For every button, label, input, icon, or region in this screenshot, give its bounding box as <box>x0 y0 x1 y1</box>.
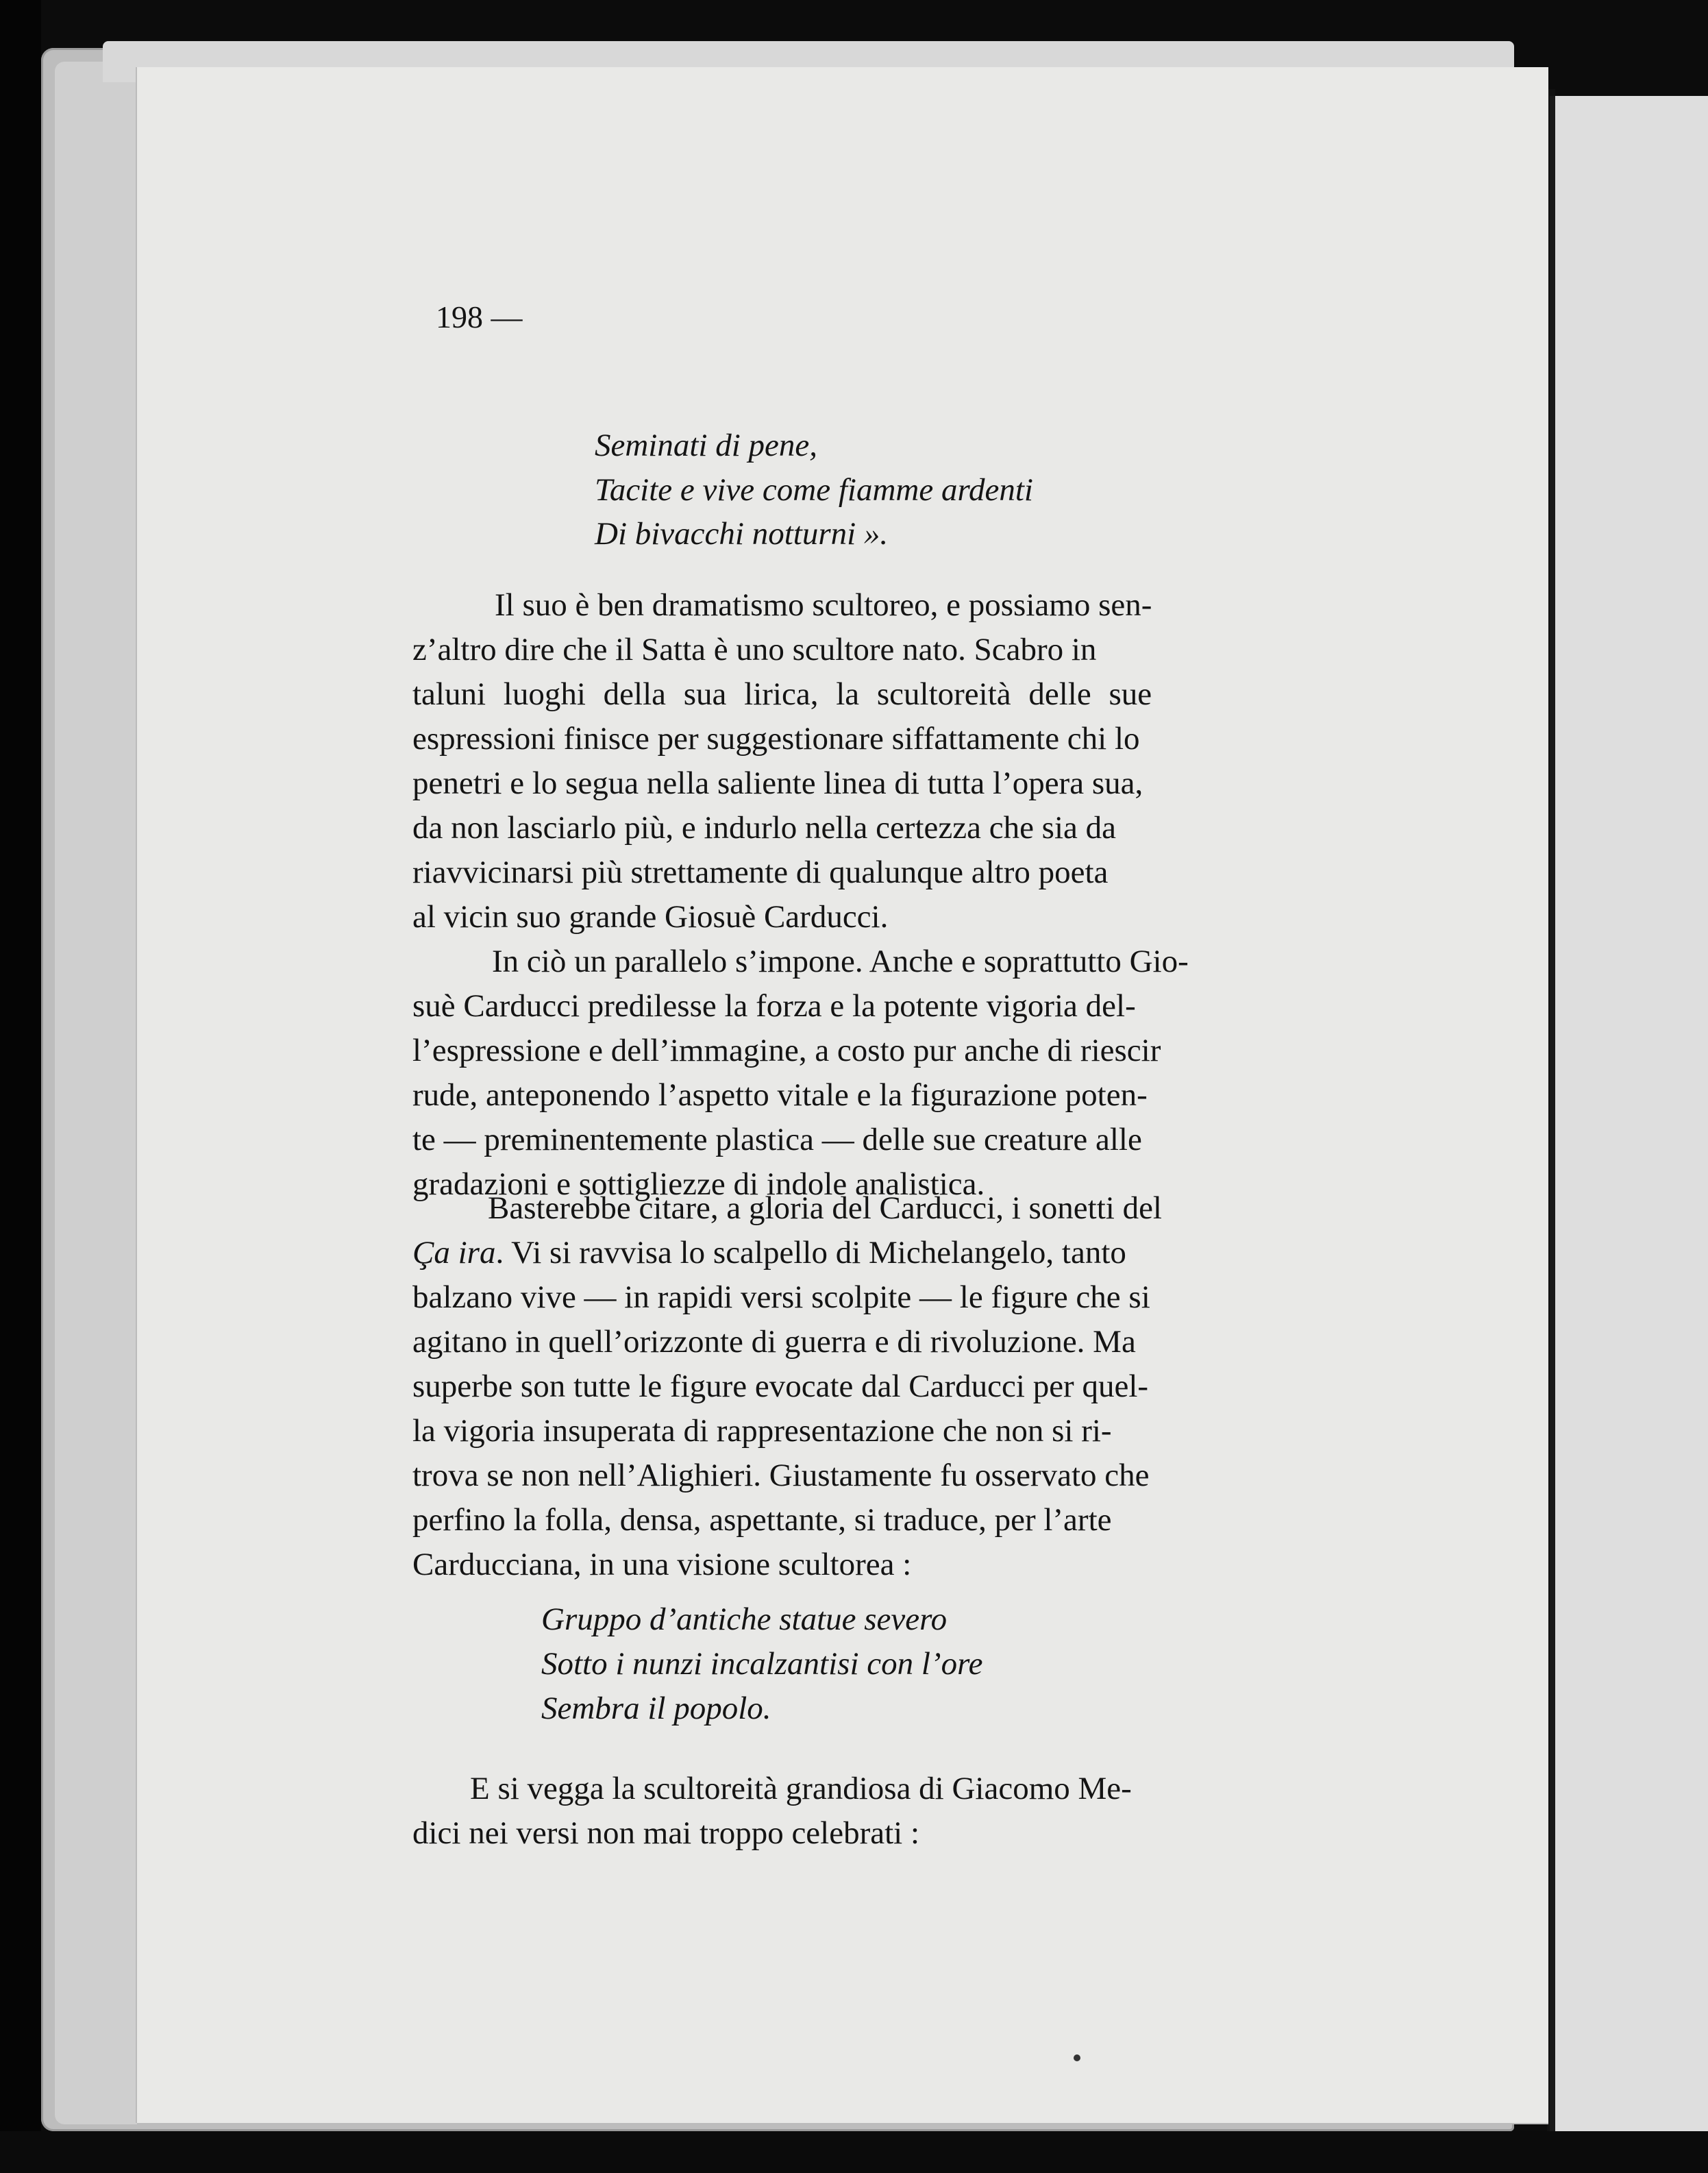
paragraph-line: taluni luoghi della sua lirica, la scultoreità delle sue <box>412 676 1152 712</box>
paragraph-line: suè Carducci predilesse la forza e la potente vigoria del- <box>412 988 1136 1024</box>
page-number: 198 — <box>436 299 523 334</box>
paragraph-line: perfino la folla, densa, aspettante, si traduce, per l’arte <box>412 1502 1112 1538</box>
paragraph-line: gradazioni e sottigliezze di indole analistica. <box>412 1166 985 1202</box>
paragraph-line: da non lasciarlo più, e indurlo nella certezza che sia da <box>412 810 1117 846</box>
paragraph-line: la vigoria insuperata di rappresentazione che non si ri- <box>412 1413 1112 1449</box>
paper-speck <box>1074 2054 1080 2061</box>
paragraph-line: Il suo è ben dramatismo scultoreo, e possiamo sen- <box>495 587 1152 623</box>
scan-background <box>0 0 41 2173</box>
verse-line: Seminati di pene, <box>595 428 818 463</box>
scan-bottom-edge <box>0 2131 1708 2173</box>
paragraph-line: dici nei versi non mai troppo celebrati : <box>412 1815 920 1851</box>
paragraph-line: In ciò un parallelo s’impone. Anche e soprattutto Gio- <box>492 944 1189 979</box>
paragraph-line: superbe son tutte le figure evocate dal Carducci per quel- <box>412 1368 1149 1404</box>
verse-line: Di bivacchi notturni ». <box>595 516 889 552</box>
paragraph-line: Basterebbe citare, a gloria del Carducci, i sonetti del <box>488 1190 1162 1226</box>
paragraph-line-rest: . Vi si ravvisa lo scalpello di Michelangelo, tanto <box>495 1235 1126 1270</box>
paragraph-line: riavvicinarsi più strettamente di qualunque altro poeta <box>412 855 1109 890</box>
paragraph-line: rude, anteponendo l’aspetto vitale e la figurazione poten- <box>412 1077 1148 1113</box>
verse-line: Tacite e vive come fiamme ardenti <box>595 472 1033 508</box>
paragraph-line: penetri e lo segua nella saliente linea di tutta l’opera sua, <box>412 765 1143 801</box>
paragraph-line: E si vegga la scultoreità grandiosa di Giacomo Me- <box>470 1771 1132 1806</box>
paragraph-line <box>412 1237 1126 1269</box>
facing-page <box>1550 96 1708 2138</box>
verse-line: Gruppo d’antiche statue severo <box>541 1601 948 1637</box>
paragraph-line: z’altro dire che il Satta è uno scultore nato. Scabro in <box>412 632 1097 667</box>
paragraph-line: l’espressione e dell’immagine, a costo pur anche di riescir <box>412 1033 1161 1068</box>
italic-title: Ça ira <box>412 1235 496 1270</box>
paragraph-line: agitano in quell’orizzonte di guerra e di rivoluzione. Ma <box>412 1324 1136 1360</box>
paragraph-line: balzano vive — in rapidi versi scolpite — le figure che si <box>412 1279 1150 1315</box>
paragraph-line: Carducciana, in una visione scultorea : <box>412 1547 912 1582</box>
verse-line: Sembra il popolo. <box>541 1691 771 1726</box>
paragraph-line: espressioni finisce per suggestionare siffattamente chi lo <box>412 721 1140 757</box>
paragraph-line: trova se non nell’Alighieri. Giustamente fu osservato che <box>412 1458 1150 1493</box>
paragraph-line: al vicin suo grande Giosuè Carducci. <box>412 899 889 935</box>
paragraph-line: te — preminentemente plastica — delle sue creature alle <box>412 1122 1142 1157</box>
verse-line: Sotto i nunzi incalzantisi con l’ore <box>541 1646 983 1682</box>
